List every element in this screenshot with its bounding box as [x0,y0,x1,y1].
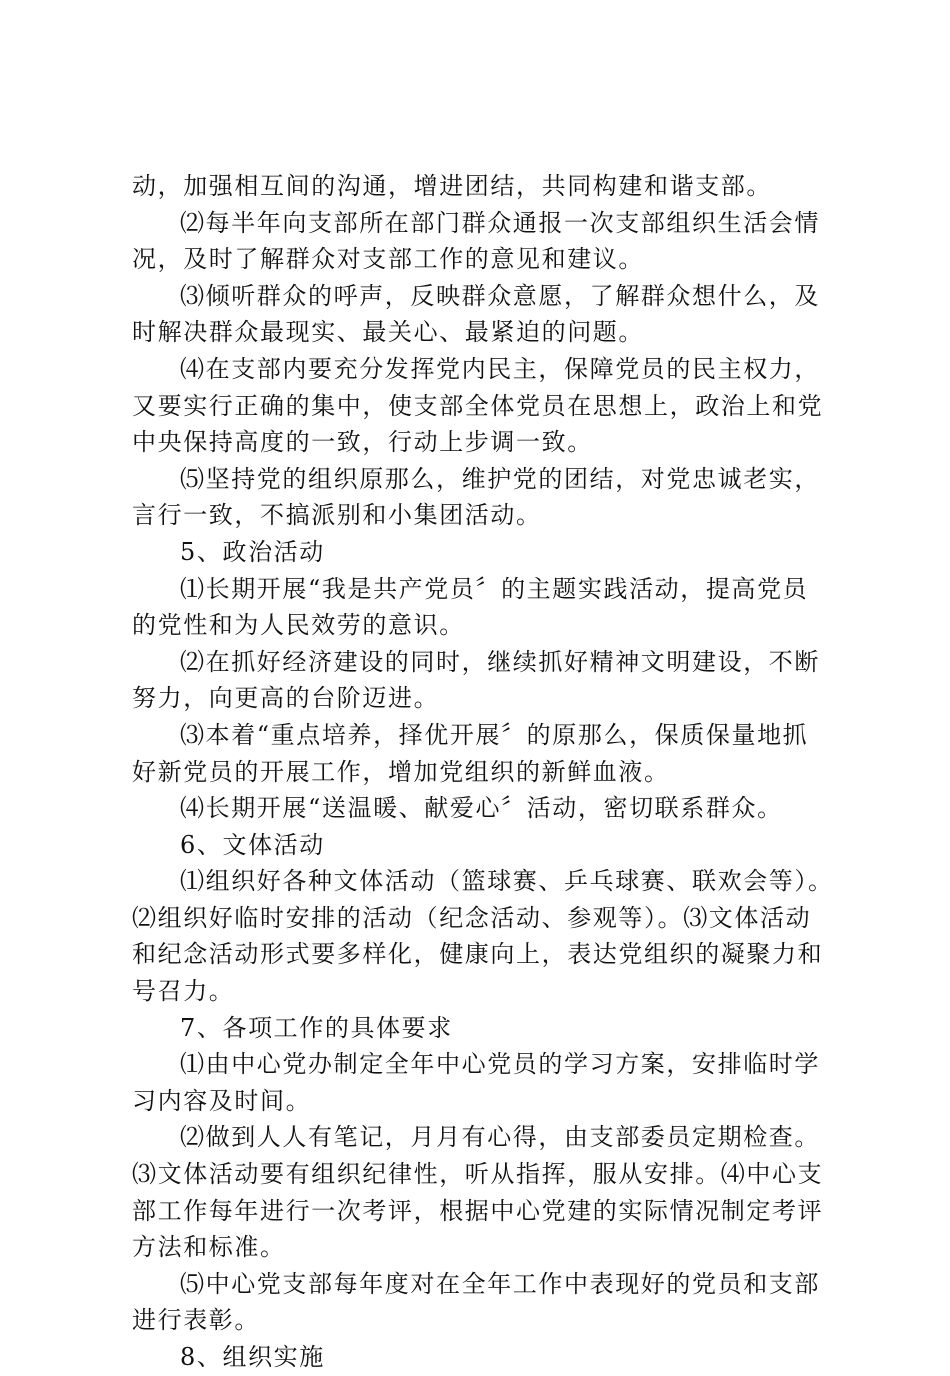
text-line: ⑵在抓好经济建设的同时，继续抓好精神文明建设，不断 [180,647,820,676]
text-line: ⑵每半年向支部所在部门群众通报一次支部组织生活会情 [180,208,820,237]
text-line: ⑵做到人人有笔记，月月有心得，由支部委员定期检查。 [180,1123,820,1152]
text-line: 号召力。 [132,977,235,1006]
text-line: ⑴组织好各种文体活动（篮球赛、乒乓球赛、联欢会等）。 [180,867,834,896]
document-body [132,168,832,1376]
text-line: ⑴长期开展“我是共产党员〞的主题实践活动，提高党员 [180,574,809,603]
text-line: 的党性和为人民效劳的意识。 [132,611,465,640]
text-line: 方法和标准。 [132,1233,286,1262]
text-line: 况，及时了解群众对支部工作的意见和建议。 [132,245,644,274]
section-heading: 7、各项工作的具体要求 [180,1013,453,1042]
text-line: ⑸坚持党的组织原那么，维护党的团结，对党忠诚老实， [180,464,820,493]
text-line: ⑷长期开展“送温暖、献爱心〞活动，密切联系群众。 [180,794,783,823]
text-line: ⑵组织好临时安排的活动（纪念活动、参观等）。⑶文体活动 [132,903,812,932]
text-line: 动，加强相互间的沟通，增进团结，共同构建和谐支部。 [132,172,772,200]
text-line: ⑶倾听群众的呼声，反映群众意愿，了解群众想什么，及 [180,281,820,310]
text-line: 进行表彰。 [132,1306,260,1335]
text-line: ⑶文体活动要有组织纪律性，听从指挥，服从安排。⑷中心支 [132,1160,824,1189]
text-line: 和纪念活动形式要多样化，健康向上，表达党组织的凝聚力和 [132,940,824,969]
text-line: 习内容及时间。 [132,1086,312,1115]
section-heading: 8、组织实施 [180,1343,325,1371]
text-line: ⑷在支部内要充分发挥党内民主，保障党员的民主权力， [180,354,820,383]
text-line: 中央保持高度的一致，行动上步调一致。 [132,428,593,457]
text-line: 时解决群众最现实、最关心、最紧迫的问题。 [132,318,644,347]
text-line: 好新党员的开展工作，增加党组织的新鲜血液。 [132,757,670,786]
text-line: 言行一致，不搞派别和小集团活动。 [132,501,542,530]
text-line: 努力，向更高的台阶迈进。 [132,684,440,713]
text-line: 部工作每年进行一次考评，根据中心党建的实际情况制定考评 [132,1196,824,1225]
section-heading: 5、政治活动 [180,537,325,566]
text-line: ⑸中心党支部每年度对在全年工作中表现好的党员和支部 [180,1269,820,1298]
text-line: 又要实行正确的集中，使支部全体党员在思想上，政治上和党 [132,391,824,420]
text-line: ⑴由中心党办制定全年中心党员的学习方案，安排临时学 [180,1050,820,1079]
section-heading: 6、文体活动 [180,830,325,859]
text-line: ⑶本着“重点培养，择优开展〞的原那么，保质保量地抓 [180,720,809,749]
